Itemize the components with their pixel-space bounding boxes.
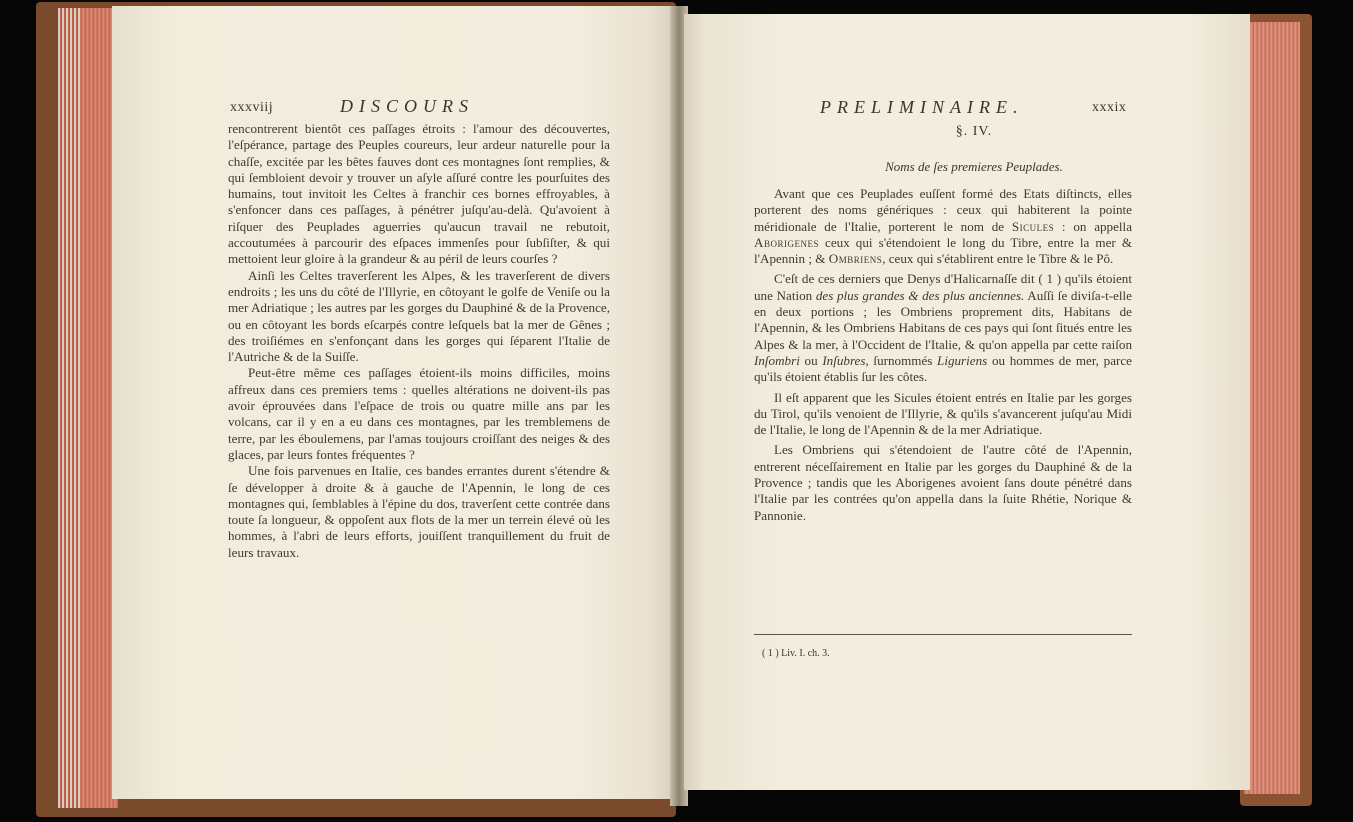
paragraph: Il eſt apparent que les Sicules étoient entrés en Italie par les gorges du Tirol, qu'ils venoient de l'Illyrie, & qu'ils s'avancerent juſqu'au Midi de l'Italie, le long de l'Apennin & de la mer Adriatique. (754, 389, 1132, 438)
paragraph: Peut-être même ces paſſages étoient-ils moins difficiles, moins affreux dans ces premiers tems : quelles altérations ne doivent-ils pas avoir éprouvées dans l'eſpace de trois ou quatre mille ans par les volcans, car il y en a eu dans ces montagnes, par les tremblemens de terre, par les éboulemens, par l'amas toujours croiſſant des neiges & des glaces, par leurs fontes fréquentes ? (228, 365, 610, 462)
page-number-left: xxxviij (230, 100, 274, 115)
running-head-right: PRELIMINAIRE. (820, 97, 1024, 117)
left-page-text (228, 121, 610, 561)
paragraph: Ainſi les Celtes traverſerent les Alpes, & les traverſerent de divers endroits ; les uns du côté de l'Illyrie, en côtoyant le golfe de Veniſe ou la mer Adriatique ; les autres par les gorges du Dauphiné & de la Provence, ou en côtoyant les bords eſcarpés contre leſquels bat la mer de Gênes ; des troiſiémes en s'enfonçant dans les gorges qui ſéparent l'Italie de l'Autriche & de la Suiſſe. (228, 267, 610, 365)
section-number: §. IV. (955, 124, 993, 139)
paragraph: C'eſt de ces derniers que Denys d'Halicarnaſſe dit ( 1 ) qu'ils étoient une Nation des plus grandes & des plus anciennes. Auſſi ſe diviſa-t-elle en deux portions ; les Ombriens proprement dits, Habitans de l'Apennin, & les Ombriens Habitans de ces pays qui ſont ſitués entre les Alpes & la mer, à l'Occident de l'Italie, & qu'on appella par cette raiſon Inſombri ou Inſubres, ſurnommés Liguriens ou hommes de mer, parce qu'ils étoient établis ſur les côtes. (754, 271, 1132, 385)
footnote: ( 1 ) Liv. I. ch. 3. (762, 648, 830, 659)
paragraph: Avant que ces Peuplades euſſent formé des Etats diſtincts, elles porterent des noms génériques : ceux qui habiterent la pointe méridionale de l'Italie, porterent le nom de Sicules : on appella Aborigenes ceux qui s'étendoient le long du Tibre, entre la mer & l'Apennin ; & Ombriens, ceux qui s'établirent entre le Tibre & le Pô. (754, 186, 1133, 267)
paragraph: Une fois parvenues en Italie, ces bandes errantes durent s'étendre & ſe développer à droite & à gauche de l'Apennin, le long de ces montagnes qui, ſemblables à l'épine du dos, traverſent cette contrée dans toute ſa longueur, & oppoſent aux flots de la mer un terrein élevé où les hommes, à l'abri de leurs efforts, jouiſſent tranquillement du fruit de leurs travaux. (228, 463, 610, 560)
left-page (112, 6, 672, 799)
page-number-right: xxxix (1092, 100, 1127, 115)
page-edges-left (58, 8, 118, 808)
paragraph: rencontrerent bientôt ces paſſages étroits : l'amour des découvertes, l'eſpérance, partage des Peuples coureurs, leur ardeur naturelle pour la chaſſe, excitée par les bêtes fauves dont ces montagnes ſont remplies, & qui ſembloient devoir y trouver un aſyle aſſuré contre les pourſuites des humains, tout invitoit les Celtes à franchir ces bornes effroyables, à s'enfoncer dans ces paſſages, à pénétrer juſqu'au-delà. Qu'avoient à riſquer des Peuplades aguerries qu'aucun travail ne rebutoit, accoutumées à parcourir des eſpaces immenſes pour ſubſiſter, & qui mettoient leur gloire à la grandeur & au péril de leurs courſes ? (228, 121, 610, 267)
right-page-text (754, 186, 1132, 524)
right-page (684, 14, 1250, 790)
footnote-rule (754, 634, 1132, 635)
page-edges-right (1244, 22, 1300, 794)
running-head-left: DISCOURS (340, 96, 474, 116)
paragraph: Les Ombriens qui s'étendoient de l'autre côté de l'Apennin, entrerent néceſſairement en Italie par les gorges du Dauphiné & de la Provence ; tandis que les Aborigenes avoient ſans doute pénétré dans l'Italie par les contrées qu'on appella dans la ſuite Rhétie, Norique & Pannonie. (754, 442, 1132, 523)
section-title: Noms de ſes premieres Peuplades. (885, 159, 1063, 174)
